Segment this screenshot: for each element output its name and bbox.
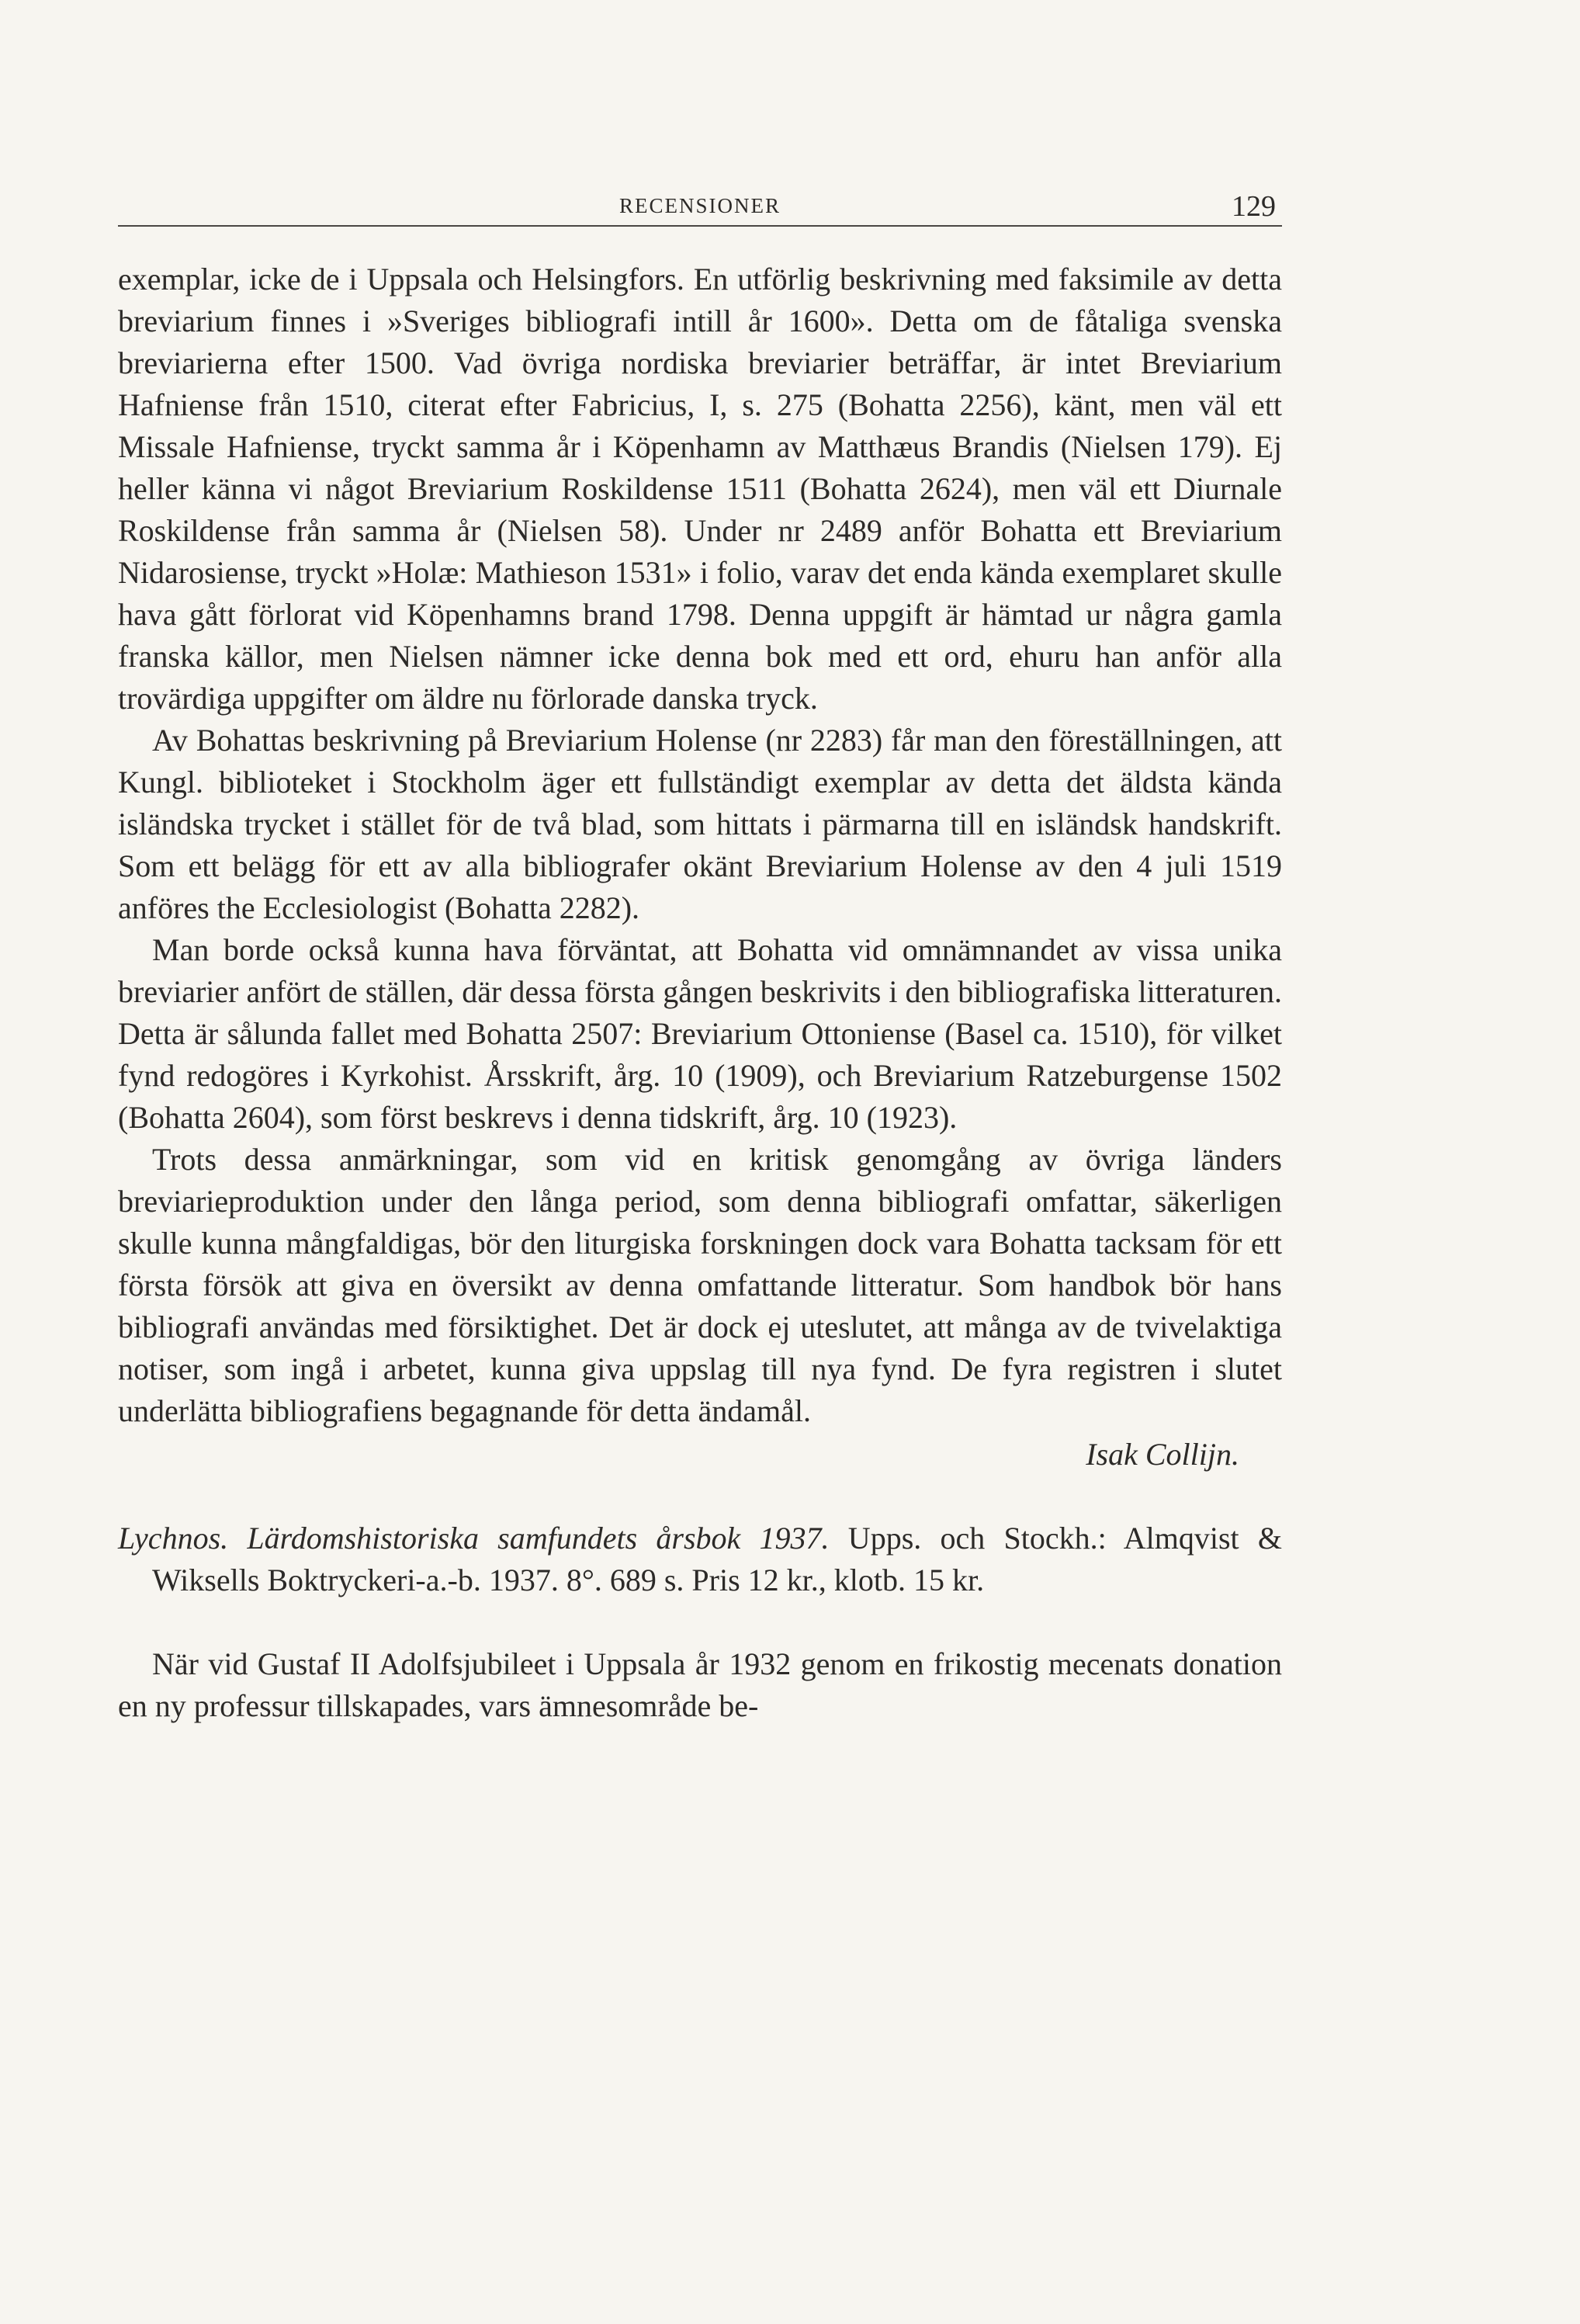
paragraph-breviaries-nordic: exemplar, icke de i Uppsala och Helsingfors. En utförlig beskrivning med faksimile av detta breviarium finnes i »Sveriges bibliografi intill år 1600». Detta om de fåtaliga svenska breviarierna efter 1500. Vad övriga nordiska breviarier beträffar, är intet Breviarium Hafniense från 1510, citerat efter Fabricius, I, s. 275 (Bohatta 2256), känt, men väl ett Missale Hafniense, tryckt samma år i Köpenhamn av Matthæus Brandis (Nielsen 179). Ej heller känna vi något Breviarium Roskildense 1511 (Bohatta 2624), men väl ett Diurnale Roskildense från samma år (Nielsen 58). Under nr 2489 anför Bohatta ett Breviarium Nidarosiense, tryckt »Holæ: Mathieson 1531» i folio, varav det enda kända exemplaret skulle hava gått förlorat vid Köpenhamns brand 1798. Denna uppgift är hämtad ur några gamla franska källor, men Nielsen nämner icke denna bok med ett ord, ehuru han anför alla trovärdiga uppgifter om äldre nu förlorade danska tryck. [118,262,1282,716]
body-text [118,258,1282,1727]
page-header [118,190,1282,227]
review-details: Upps. och Stockh.: Almqvist & Wiksells Boktryckeri-a.-b. 1937. 8°. 689 s. Pris 12 kr., klotb. 15 kr. [152,1521,1283,1597]
running-head: RECENSIONER [618,194,781,217]
paragraph-bibliographic-references: Man borde också kunna hava förväntat, att Bohatta vid omnämnandet av vissa unika breviarier anfört de ställen, där dessa första gången beskrivits i den bibliografiska litteraturen. Detta är sålunda fallet med Bohatta 2507: Breviarium Ottoniense (Basel ca. 1510), för vilket fynd redogöres i Kyrkohist. Årsskrift, årg. 10 (1909), och Breviarium Ratzeburgense 1502 (Bohatta 2604), som först beskrevs i denna tidskrift, årg. 10 (1923). [118,932,1282,1135]
reviewer-signature: Isak Collijn. [1086,1437,1239,1472]
page-number: 129 [1232,190,1276,223]
paragraph-conclusion: Trots dessa anmärkningar, som vid en kritisk genomgång av övriga länders breviarieproduktion under den långa period, som denna bibliografi omfattar, säkerligen skulle kunna mångfaldigas, bör den liturgiska forskningen dock vara Bohatta tacksam för ett första försök att giva en översikt av denna omfattande litteratur. Som handbok bör hans bibliografi användas med försiktighet. Det är dock ej uteslutet, att många av de tvivelaktiga notiser, som ingå i arbetet, kunna giva uppslag till nya fynd. De fyra registren i slutet underlätta bibliografiens begagnande för detta ändamål. [118,1142,1282,1428]
paragraph-review-start: När vid Gustaf II Adolfsjubileet i Uppsala år 1932 genom en frikostig mecenats donation en ny professur tillskapades, vars ämnesområde be- [118,1646,1282,1723]
review-title: Lychnos. Lärdomshistoriska samfundets årsbok 1937. [118,1521,830,1556]
paragraph-breviarium-holense: Av Bohattas beskrivning på Breviarium Holense (nr 2283) får man den föreställningen, att Kungl. biblioteket i Stockholm äger ett fullständigt exemplar av detta det äldsta kända isländska trycket i stället för de två blad, som hittats i pärmarna till en isländsk handskrift. Som ett belägg för ett av alla bibliografer okänt Breviarium Holense av den 4 juli 1519 anföres the Ecclesiologist (Bohatta 2282). [118,723,1282,925]
review-citation [118,1518,1282,1601]
